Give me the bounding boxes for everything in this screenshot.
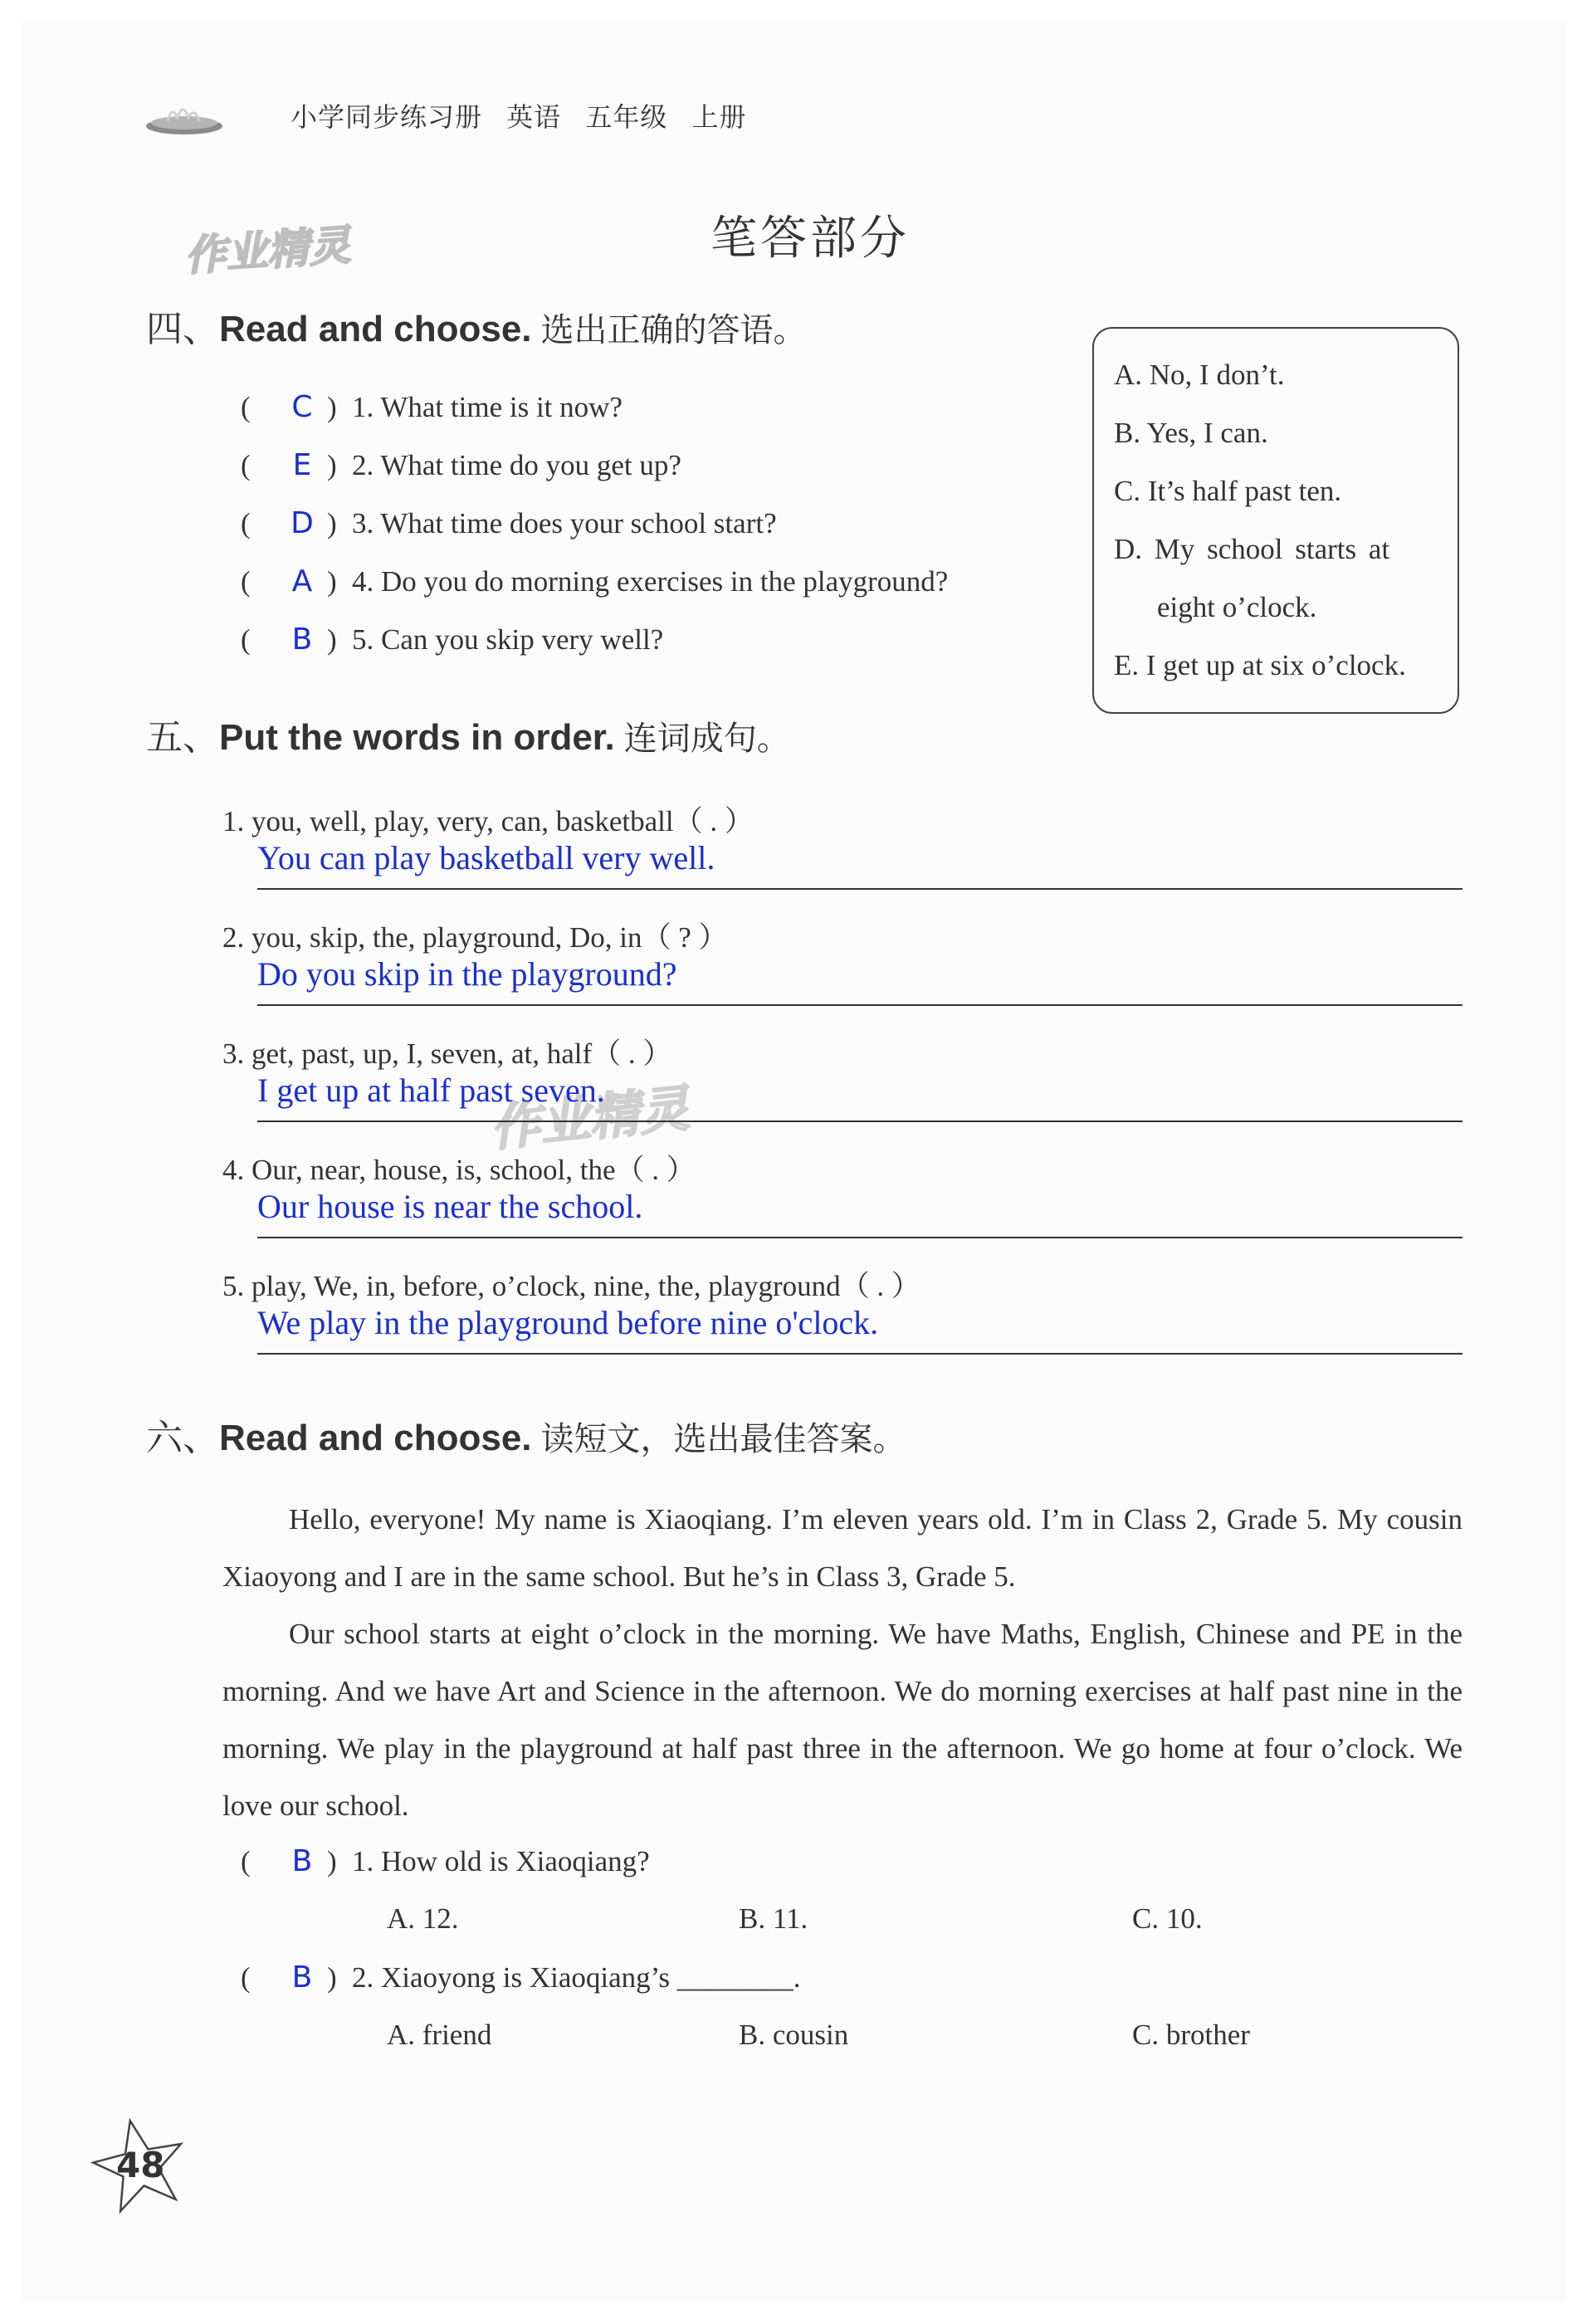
question-6-1: ( B ) 1. How old is Xiaoqiang? [241, 1844, 650, 1878]
order-question-1: 1. you, well, play, very, can, basketball（ . ） [222, 805, 754, 837]
section-6-heading: 六、Read and choose. 读短文，选出最佳答案。 [146, 1417, 906, 1459]
question-4-4: ( A ) 4. Do you do morning exercises in the playground? [241, 564, 949, 598]
page-title: 笔答部分 [710, 212, 910, 266]
answer-4-1: C [291, 390, 313, 424]
answer-line-3 [257, 1120, 1462, 1122]
choice-6-2-a: A. friend [387, 2019, 492, 2051]
choice-6-2-c: C. brother [1132, 2019, 1250, 2051]
option-b: B. Yes, I can. [1114, 417, 1268, 449]
question-4-1: ( C ) 1. What time is it now? [241, 390, 623, 424]
book-header: 小学同步练习册 英语 五年级 上册 [291, 101, 747, 133]
answer-line-5 [257, 1353, 1462, 1355]
order-question-4: 4. Our, near, house, is, school, the（ . ） [222, 1154, 696, 1186]
question-6-2: ( B ) 2. Xiaoyong is Xiaoqiang’s ________. [241, 1960, 801, 1994]
option-a: A. No, I don’t. [1114, 359, 1285, 391]
passage-paragraph-1: Hello, everyone! My name is Xiaoqiang. I’m eleven years old. I’m in Class 2, Grade 5. My cousin Xiaoyong and I are in the same school. But he’s in Class 3, Grade 5. [222, 1503, 1462, 1593]
answer-6-1: B [291, 1844, 313, 1878]
reading-passage [222, 1491, 1462, 1834]
order-question-5: 5. play, We, in, before, o’clock, nine, the, playground（ . ） [222, 1270, 920, 1302]
order-question-2: 2. you, skip, the, playground, Do, in（ ? ） [222, 921, 728, 954]
order-answer-5: We play in the playground before nine o'clock. [257, 1304, 879, 1341]
section-5-heading: 五、Put the words in order. 连词成句。 [146, 716, 790, 759]
choice-6-1-c: C. 10. [1132, 1902, 1203, 1935]
section-4-heading: 四、Read and choose. 选出正确的答语。 [146, 308, 807, 350]
option-d-cont: eight o’clock. [1157, 591, 1317, 623]
watermark-logo: 作业精灵 [183, 221, 353, 281]
answer-4-5: B [291, 622, 313, 657]
answer-4-4: A [291, 564, 313, 598]
choice-6-1-b: B. 11. [739, 1902, 808, 1935]
answer-line-4 [257, 1237, 1462, 1238]
passage-paragraph-2: Our school starts at eight o’clock in the morning. We have Maths, English, Chinese and PE in the morning. And we have Art and Science in the afternoon. We do morning exercises at half past nine in the morning. We play in the playground at half past three in the afternoon. We go home at four o’clock. We love our school. [222, 1618, 1462, 1822]
question-4-3: ( D ) 3. What time does your school start? [241, 506, 777, 540]
answer-line-2 [257, 1004, 1462, 1006]
question-4-2: ( E ) 2. What time do you get up? [241, 448, 681, 482]
answer-4-3: D [291, 506, 314, 540]
option-d: D. My school starts at [1114, 533, 1390, 565]
answer-6-2: B [291, 1960, 313, 1994]
order-answer-3: I get up at half past seven. [257, 1072, 605, 1109]
order-answer-1: You can play basketball very well. [257, 839, 715, 876]
book-logo-icon [143, 98, 226, 136]
option-c: C. It’s half past ten. [1114, 475, 1342, 507]
choice-6-2-b: B. cousin [739, 2019, 849, 2051]
option-e: E. I get up at six o’clock. [1114, 649, 1406, 681]
choice-6-1-a: A. 12. [387, 1902, 459, 1935]
answer-line-1 [257, 888, 1462, 890]
order-answer-4: Our house is near the school. [257, 1188, 643, 1225]
question-4-5: ( B ) 5. Can you skip very well? [241, 622, 664, 657]
page-number: 48 [116, 2145, 165, 2185]
answer-4-2: E [292, 448, 312, 482]
order-answer-2: Do you skip in the playground? [257, 955, 677, 993]
order-question-3: 3. get, past, up, I, seven, at, half（ . ） [222, 1038, 672, 1070]
watermark-center: 作业精灵 [487, 1079, 692, 1159]
